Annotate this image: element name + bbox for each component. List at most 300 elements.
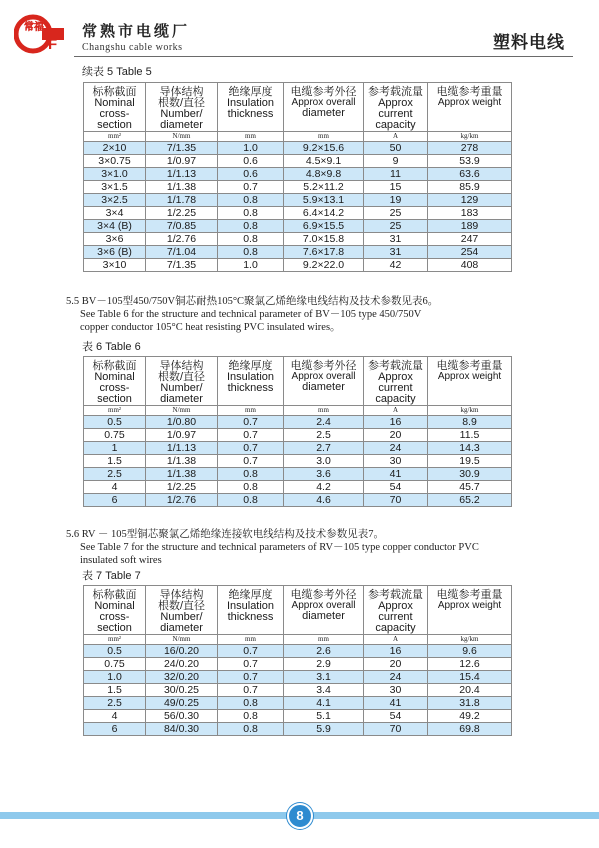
table-cell-current: 31 [364, 233, 428, 246]
column-header-line: current [378, 108, 413, 120]
table-cell-current: 19 [364, 194, 428, 207]
table-cell-conductor: 7/1.04 [146, 246, 218, 259]
table-cell-current: 25 [364, 207, 428, 220]
table-cell-insulation: 0.6 [218, 168, 284, 181]
table-cell-insulation: 0.7 [218, 429, 284, 442]
column-header-line: Nominal [94, 600, 135, 612]
column-header-line: Approx overall [291, 97, 356, 108]
table-cell-section: 1 [84, 442, 146, 455]
column-header-line: capacity [375, 119, 416, 131]
column-header-line: current [378, 611, 413, 623]
table-cell-current: 9 [364, 155, 428, 168]
table-cell-insulation: 0.7 [218, 658, 284, 671]
table-cell-weight: 247 [428, 233, 512, 246]
table-cell-current: 70 [364, 723, 428, 736]
table-row [84, 645, 512, 658]
table-cell-conductor: 1/2.76 [146, 494, 218, 507]
column-header-line: 标称截面 [92, 588, 137, 601]
column-header-diameter [284, 586, 364, 635]
table-cell-current: 25 [364, 220, 428, 233]
column-header-current [364, 83, 428, 132]
table-cell-diameter: 5.9 [284, 723, 364, 736]
table-cell-diameter: 7.0×15.8 [284, 233, 364, 246]
table-cell-weight: 53.9 [428, 155, 512, 168]
column-header-line: 导体结构 [159, 85, 204, 98]
table5-body [84, 142, 512, 272]
table-cell-insulation: 0.8 [218, 207, 284, 220]
table-cell-section: 2×10 [84, 142, 146, 155]
unit-weight: kg/km [428, 406, 512, 416]
table-cell-insulation: 0.6 [218, 155, 284, 168]
table-cell-current: 42 [364, 259, 428, 272]
table-cell-conductor: 7/1.35 [146, 259, 218, 272]
column-header-line: 绝缘厚度 [228, 588, 273, 601]
table-cell-insulation: 0.8 [218, 468, 284, 481]
table-cell-diameter: 2.4 [284, 416, 364, 429]
table-row [84, 429, 512, 442]
table-cell-conductor: 49/0.25 [146, 697, 218, 710]
column-header-line: Insulation [226, 97, 275, 109]
table-cell-current: 24 [364, 442, 428, 455]
column-header-line: Insulation [226, 600, 275, 612]
table-row [84, 168, 512, 181]
table-row [84, 155, 512, 168]
table-cell-conductor: 1/1.13 [146, 442, 218, 455]
table5-caption: 续表 5 Table 5 [82, 66, 152, 78]
table-cell-diameter: 9.2×22.0 [284, 259, 364, 272]
table-row [84, 697, 512, 710]
table-cell-weight: 63.6 [428, 168, 512, 181]
table5-unit-row [84, 132, 512, 142]
column-header-line: 电缆参考外径 [290, 85, 357, 98]
column-header-line: Approx overall [291, 600, 356, 611]
column-header-diameter [284, 357, 364, 406]
table-cell-weight: 31.8 [428, 697, 512, 710]
table-cell-section: 6 [84, 723, 146, 736]
table-cell-section: 3×1.0 [84, 168, 146, 181]
product-category: 塑料电线 [493, 33, 565, 53]
table-cell-conductor: 1/0.80 [146, 416, 218, 429]
company-name [82, 20, 190, 53]
page-footer [0, 788, 599, 848]
column-header-line: thickness [227, 108, 274, 120]
table-cell-weight: 8.9 [428, 416, 512, 429]
table-row [84, 246, 512, 259]
table-cell-diameter: 2.5 [284, 429, 364, 442]
column-header-line: Number/ [160, 108, 203, 120]
column-header-line: 电缆参考外径 [290, 359, 357, 372]
table-cell-current: 16 [364, 416, 428, 429]
company-name-en: Changshu cable works [82, 42, 183, 53]
table-cell-current: 15 [364, 181, 428, 194]
table6-unit-row [84, 406, 512, 416]
column-header-line: 标称截面 [92, 359, 137, 372]
table7-unit-row [84, 635, 512, 645]
table-cell-section: 0.5 [84, 645, 146, 658]
table-cell-weight: 65.2 [428, 494, 512, 507]
table-cell-conductor: 30/0.25 [146, 684, 218, 697]
table-cell-section: 3×4 (B) [84, 220, 146, 233]
table-cell-insulation: 0.7 [218, 645, 284, 658]
table-cell-diameter: 3.1 [284, 671, 364, 684]
column-header-line: Approx weight [437, 600, 502, 611]
table-cell-conductor: 1/1.38 [146, 181, 218, 194]
column-header-weight [428, 357, 512, 406]
table-cell-weight: 19.5 [428, 455, 512, 468]
table-cell-current: 11 [364, 168, 428, 181]
unit-conductor: N/mm [146, 635, 218, 645]
table-cell-conductor: 1/2.25 [146, 207, 218, 220]
table-cell-section: 3×10 [84, 259, 146, 272]
column-header-line: thickness [227, 382, 274, 394]
table6-caption: 表 6 Table 6 [82, 341, 141, 353]
table7-header-row [84, 586, 512, 635]
table-cell-insulation: 0.7 [218, 455, 284, 468]
column-header-line: section [97, 622, 132, 634]
table-cell-current: 30 [364, 455, 428, 468]
table-row [84, 671, 512, 684]
column-header-line: 导体结构 [159, 359, 204, 372]
table-cell-conductor: 1/1.38 [146, 468, 218, 481]
table-cell-weight: 9.6 [428, 645, 512, 658]
table-cell-weight: 278 [428, 142, 512, 155]
table-row [84, 442, 512, 455]
table-cell-conductor: 1/1.13 [146, 168, 218, 181]
unit-weight: kg/km [428, 132, 512, 142]
table-row [84, 481, 512, 494]
table-cell-weight: 189 [428, 220, 512, 233]
table-cell-conductor: 7/0.85 [146, 220, 218, 233]
column-header-line: 电缆参考重量 [436, 85, 503, 98]
table6-header [84, 357, 512, 416]
table-cell-section: 0.75 [84, 658, 146, 671]
column-header-line: 电缆参考重量 [436, 588, 503, 601]
table-cell-section: 3×1.5 [84, 181, 146, 194]
table-row [84, 494, 512, 507]
table-row [84, 455, 512, 468]
column-header-line: diameter [160, 393, 203, 405]
table-cell-section: 0.5 [84, 416, 146, 429]
table-cell-diameter: 4.5×9.1 [284, 155, 364, 168]
svg-text:F: F [48, 36, 58, 53]
column-header-line: section [97, 393, 132, 405]
table-cell-weight: 129 [428, 194, 512, 207]
table6 [83, 356, 512, 507]
table-cell-insulation: 0.8 [218, 194, 284, 207]
table-cell-diameter: 5.1 [284, 710, 364, 723]
table-cell-weight: 85.9 [428, 181, 512, 194]
table-row [84, 710, 512, 723]
table-cell-conductor: 1/0.97 [146, 155, 218, 168]
column-header-line: Approx weight [437, 371, 502, 382]
column-header-conductor [146, 83, 218, 132]
column-header-insulation [218, 83, 284, 132]
column-header-conductor [146, 586, 218, 635]
unit-diameter: mm [284, 635, 364, 645]
column-header-section [84, 357, 146, 406]
unit-conductor: N/mm [146, 406, 218, 416]
table-row [84, 723, 512, 736]
table-cell-diameter: 7.6×17.8 [284, 246, 364, 259]
table-cell-diameter: 2.6 [284, 645, 364, 658]
table-row [84, 207, 512, 220]
unit-current: A [364, 635, 428, 645]
table-row [84, 194, 512, 207]
column-header-line: capacity [375, 622, 416, 634]
table-cell-insulation: 1.0 [218, 142, 284, 155]
table-cell-weight: 49.2 [428, 710, 512, 723]
column-header-line: 绝缘厚度 [228, 85, 273, 98]
table6-header-row [84, 357, 512, 406]
table-cell-weight: 15.4 [428, 671, 512, 684]
table-row [84, 468, 512, 481]
column-header-line: Number/ [160, 382, 203, 394]
table5-header [84, 83, 512, 142]
table-cell-diameter: 4.6 [284, 494, 364, 507]
unit-weight: kg/km [428, 635, 512, 645]
page-number: 8 [287, 803, 313, 829]
table-cell-insulation: 1.0 [218, 259, 284, 272]
table-cell-insulation: 0.7 [218, 442, 284, 455]
table-cell-conductor: 1/1.78 [146, 194, 218, 207]
table-cell-current: 24 [364, 671, 428, 684]
table-row [84, 259, 512, 272]
column-header-line: cross- [99, 108, 130, 120]
table-cell-weight: 11.5 [428, 429, 512, 442]
column-header-line: diameter [302, 610, 345, 622]
table-row [84, 233, 512, 246]
page-header [0, 0, 599, 60]
table-cell-insulation: 0.7 [218, 671, 284, 684]
table-cell-diameter: 9.2×15.6 [284, 142, 364, 155]
column-header-line: section [97, 119, 132, 131]
section-5-5 [66, 295, 438, 334]
table-cell-section: 3×6 [84, 233, 146, 246]
table-cell-current: 20 [364, 658, 428, 671]
table-cell-conductor: 7/1.35 [146, 142, 218, 155]
table-cell-current: 30 [364, 684, 428, 697]
section-5-6-en-line1: See Table 7 for the structure and technical parameters of RV－105 type copper conductor PVC [80, 542, 479, 553]
column-header-section [84, 83, 146, 132]
column-header-current [364, 586, 428, 635]
table-cell-section: 2.5 [84, 468, 146, 481]
table-row [84, 181, 512, 194]
column-header-line: diameter [160, 119, 203, 131]
table-cell-weight: 69.8 [428, 723, 512, 736]
table-cell-insulation: 0.8 [218, 710, 284, 723]
table-cell-insulation: 0.7 [218, 684, 284, 697]
table-cell-diameter: 4.1 [284, 697, 364, 710]
column-header-section [84, 586, 146, 635]
table-cell-diameter: 6.4×14.2 [284, 207, 364, 220]
table-cell-conductor: 56/0.30 [146, 710, 218, 723]
column-header-line: thickness [227, 611, 274, 623]
column-header-line: 参考载流量 [368, 359, 423, 372]
table-row [84, 658, 512, 671]
table-cell-section: 6 [84, 494, 146, 507]
column-header-line: Insulation [226, 371, 275, 383]
table-cell-section: 1.0 [84, 671, 146, 684]
table-cell-conductor: 84/0.30 [146, 723, 218, 736]
column-header-diameter [284, 83, 364, 132]
company-name-cn: 常熟市电缆厂 [82, 22, 191, 40]
column-header-line: Approx [378, 97, 413, 109]
table-cell-section: 3×2.5 [84, 194, 146, 207]
table-cell-conductor: 1/2.76 [146, 233, 218, 246]
table-cell-current: 20 [364, 429, 428, 442]
svg-text:常福: 常福 [24, 22, 44, 33]
table-cell-section: 1.5 [84, 684, 146, 697]
unit-diameter: mm [284, 132, 364, 142]
table-cell-conductor: 1/0.97 [146, 429, 218, 442]
column-header-line: 电缆参考外径 [290, 588, 357, 601]
table-cell-diameter: 3.0 [284, 455, 364, 468]
table-cell-section: 3×6 (B) [84, 246, 146, 259]
column-header-current [364, 357, 428, 406]
table-cell-diameter: 6.9×15.5 [284, 220, 364, 233]
column-header-line: Approx [378, 600, 413, 612]
column-header-line: 标称截面 [92, 85, 137, 98]
table7 [83, 585, 512, 736]
table-cell-weight: 408 [428, 259, 512, 272]
column-header-line: current [378, 382, 413, 394]
table-cell-weight: 30.9 [428, 468, 512, 481]
table-cell-insulation: 0.7 [218, 181, 284, 194]
column-header-line: diameter [160, 622, 203, 634]
column-header-line: Approx [378, 371, 413, 383]
column-header-line: 绝缘厚度 [228, 359, 273, 372]
header-rule [74, 56, 573, 57]
column-header-line: Approx overall [291, 371, 356, 382]
column-header-conductor [146, 357, 218, 406]
unit-diameter: mm [284, 406, 364, 416]
table-row [84, 220, 512, 233]
table-cell-insulation: 0.8 [218, 481, 284, 494]
table-cell-insulation: 0.8 [218, 697, 284, 710]
table-cell-insulation: 0.8 [218, 723, 284, 736]
table-cell-diameter: 5.9×13.1 [284, 194, 364, 207]
column-header-line: 根数/直径 [157, 600, 206, 612]
table-cell-insulation: 0.7 [218, 416, 284, 429]
column-header-line: Nominal [94, 97, 135, 109]
column-header-line: cross- [99, 611, 130, 623]
unit-insulation: mm [218, 132, 284, 142]
section-5-5-cn: 5.5 BV－105型450/750V铜芯耐热105°C聚氯乙烯绝缘电线结构及技术参数见表6。 [66, 296, 439, 307]
table-cell-conductor: 24/0.20 [146, 658, 218, 671]
column-header-line: Number/ [160, 611, 203, 623]
column-header-line: diameter [302, 107, 345, 119]
table-row [84, 416, 512, 429]
table-cell-insulation: 0.8 [218, 246, 284, 259]
table5 [83, 82, 512, 272]
table-cell-section: 2.5 [84, 697, 146, 710]
table-cell-diameter: 2.9 [284, 658, 364, 671]
table-cell-diameter: 2.7 [284, 442, 364, 455]
column-header-weight [428, 83, 512, 132]
table-cell-current: 41 [364, 697, 428, 710]
column-header-line: 参考载流量 [368, 85, 423, 98]
column-header-weight [428, 586, 512, 635]
table5-header-row [84, 83, 512, 132]
table-cell-section: 3×4 [84, 207, 146, 220]
table-cell-current: 31 [364, 246, 428, 259]
table-cell-weight: 183 [428, 207, 512, 220]
unit-insulation: mm [218, 635, 284, 645]
table-cell-section: 3×0.75 [84, 155, 146, 168]
column-header-line: 导体结构 [159, 588, 204, 601]
column-header-line: diameter [302, 381, 345, 393]
column-header-line: 电缆参考重量 [436, 359, 503, 372]
table-cell-diameter: 4.8×9.8 [284, 168, 364, 181]
table-cell-section: 0.75 [84, 429, 146, 442]
unit-section: mm² [84, 635, 146, 645]
section-5-6-cn: 5.6 RV － 105型铜芯聚氯乙烯绝缘连接软电线结构及技术参数见表7。 [66, 529, 385, 540]
table-cell-diameter: 4.2 [284, 481, 364, 494]
table-cell-conductor: 32/0.20 [146, 671, 218, 684]
table-cell-diameter: 5.2×11.2 [284, 181, 364, 194]
unit-section: mm² [84, 406, 146, 416]
table-row [84, 684, 512, 697]
table-cell-section: 4 [84, 710, 146, 723]
table-cell-weight: 45.7 [428, 481, 512, 494]
unit-insulation: mm [218, 406, 284, 416]
column-header-insulation [218, 586, 284, 635]
table-cell-conductor: 16/0.20 [146, 645, 218, 658]
section-5-5-en-line1: See Table 6 for the structure and technical parameter of BV－105 type 450/750V [80, 309, 422, 320]
table-row [84, 142, 512, 155]
table-cell-current: 70 [364, 494, 428, 507]
table-cell-current: 41 [364, 468, 428, 481]
column-header-line: capacity [375, 393, 416, 405]
table-cell-conductor: 1/1.38 [146, 455, 218, 468]
table-cell-current: 16 [364, 645, 428, 658]
table-cell-current: 54 [364, 481, 428, 494]
table-cell-current: 50 [364, 142, 428, 155]
column-header-line: 根数/直径 [157, 97, 206, 109]
table7-body [84, 645, 512, 736]
table-cell-weight: 254 [428, 246, 512, 259]
column-header-line: Approx weight [437, 97, 502, 108]
table7-caption: 表 7 Table 7 [82, 570, 141, 582]
table-cell-insulation: 0.8 [218, 220, 284, 233]
company-logo [14, 14, 72, 54]
section-5-5-en-line2: copper conductor 105°C heat resisting PVC insulated wires。 [80, 322, 341, 333]
table-cell-weight: 12.6 [428, 658, 512, 671]
table-cell-section: 4 [84, 481, 146, 494]
table7-header [84, 586, 512, 645]
unit-conductor: N/mm [146, 132, 218, 142]
table6-body [84, 416, 512, 507]
column-header-line: cross- [99, 382, 130, 394]
column-header-insulation [218, 357, 284, 406]
table-cell-diameter: 3.6 [284, 468, 364, 481]
table-cell-section: 1.5 [84, 455, 146, 468]
table-cell-current: 54 [364, 710, 428, 723]
column-header-line: 根数/直径 [157, 371, 206, 383]
table-cell-diameter: 3.4 [284, 684, 364, 697]
table-cell-weight: 14.3 [428, 442, 512, 455]
section-5-6-en-line2: insulated soft wires [80, 555, 162, 566]
unit-section: mm² [84, 132, 146, 142]
unit-current: A [364, 406, 428, 416]
column-header-line: 参考载流量 [368, 588, 423, 601]
section-5-6 [66, 528, 479, 567]
table-cell-conductor: 1/2.25 [146, 481, 218, 494]
table-cell-weight: 20.4 [428, 684, 512, 697]
column-header-line: Nominal [94, 371, 135, 383]
table-cell-insulation: 0.8 [218, 233, 284, 246]
unit-current: A [364, 132, 428, 142]
